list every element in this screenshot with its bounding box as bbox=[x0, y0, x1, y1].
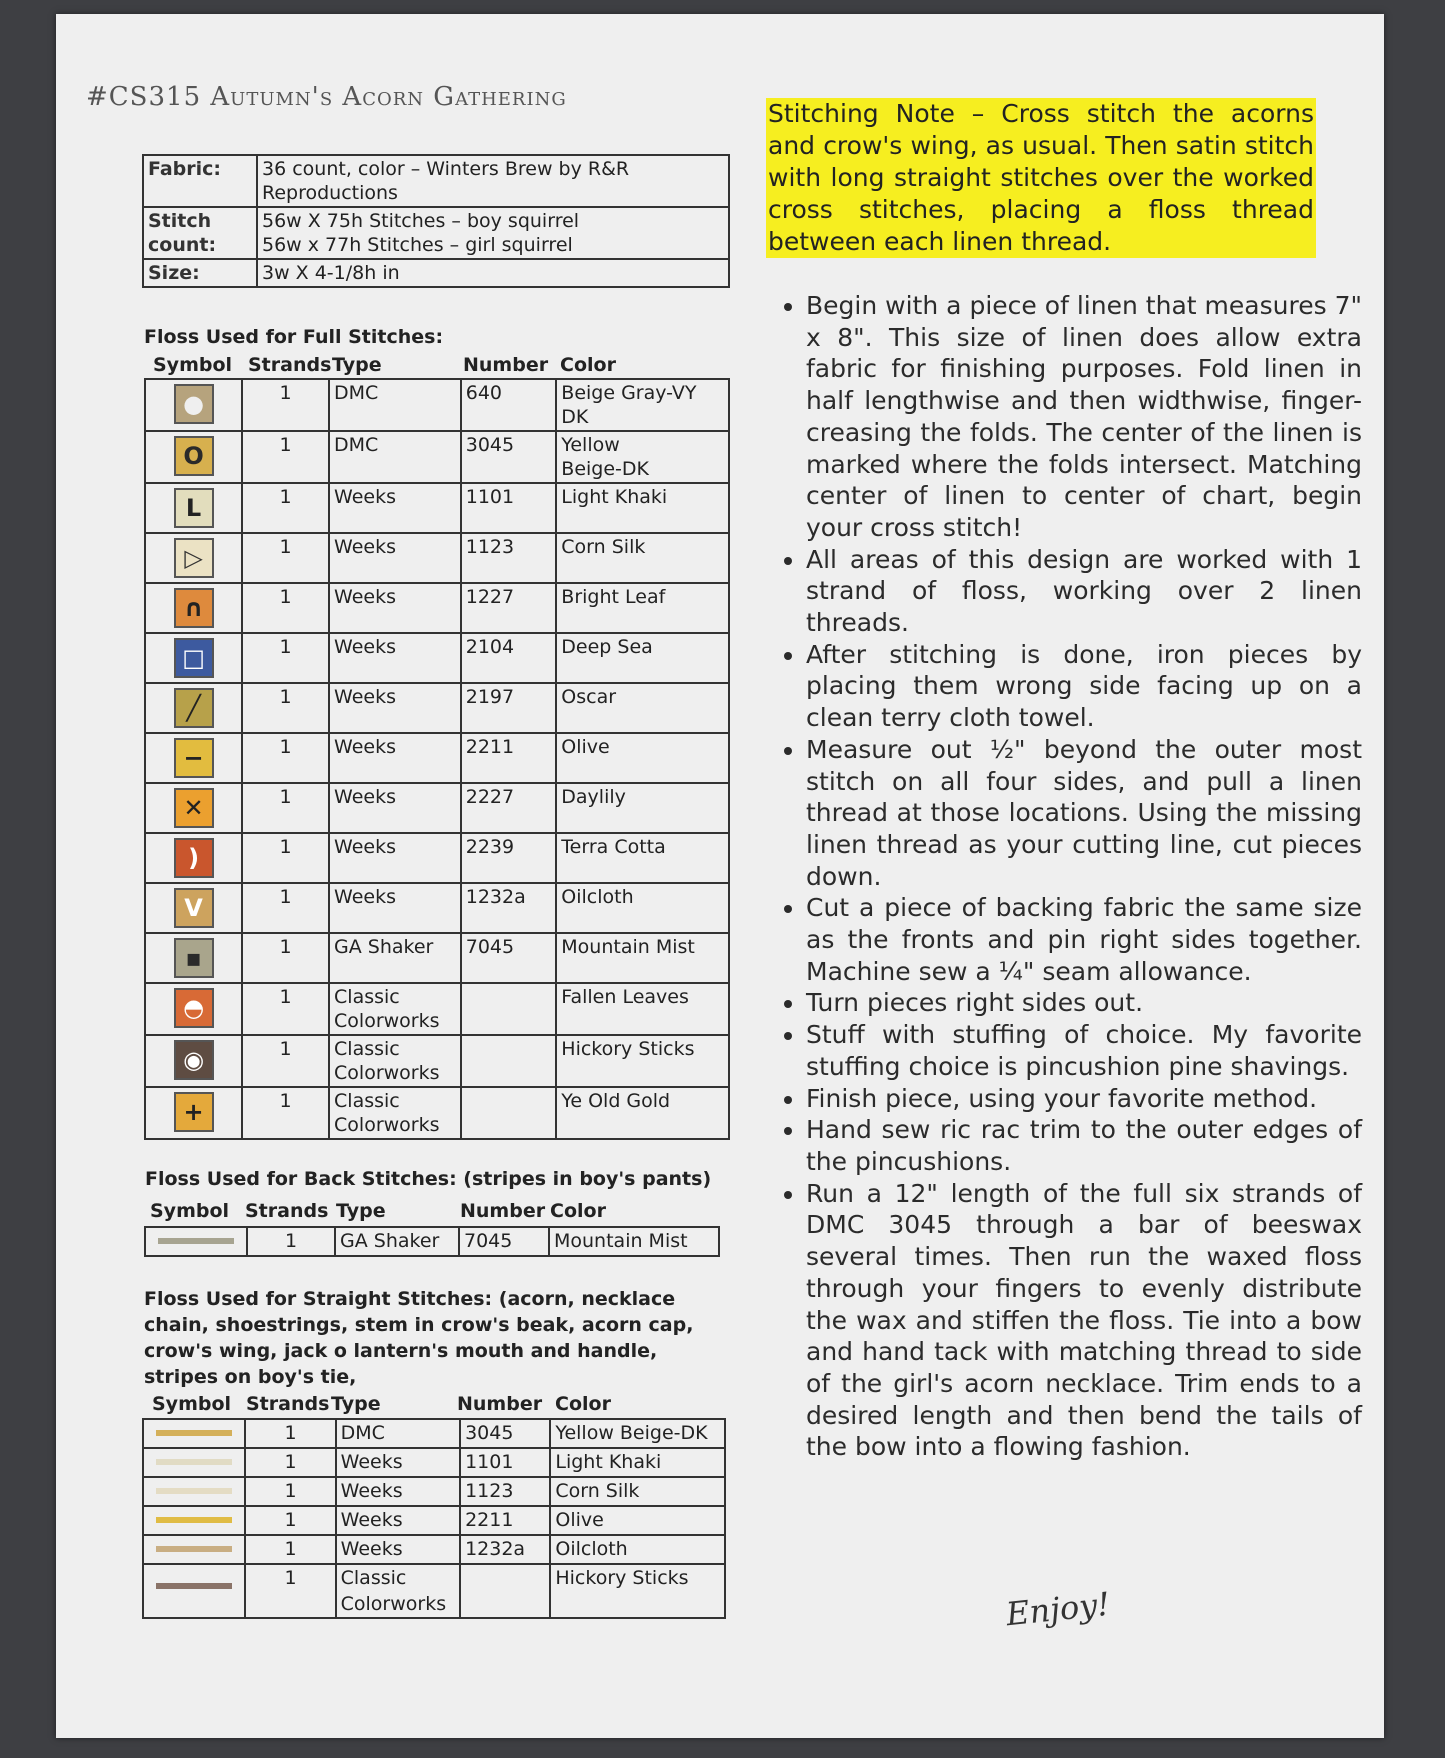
type-cell: GA Shaker bbox=[335, 1227, 459, 1256]
x-icon: ✕ bbox=[174, 788, 214, 828]
type-cell: Weeks bbox=[329, 583, 461, 633]
info-label: Fabric: bbox=[143, 155, 257, 207]
dash-icon: − bbox=[174, 738, 214, 778]
strands-cell: 1 bbox=[242, 379, 329, 431]
number-cell bbox=[461, 1035, 557, 1087]
closing-signature: Enjoy! bbox=[1004, 1584, 1112, 1634]
table-row bbox=[145, 833, 729, 883]
strands-cell: 1 bbox=[242, 1087, 329, 1139]
full-stitches-heading: Floss Used for Full Stitches: bbox=[144, 326, 444, 348]
back-stitches-header: Symbol Strands Type Number Color bbox=[150, 1200, 606, 1222]
number-cell: 7045 bbox=[461, 933, 557, 983]
triangle-right-icon: ▷ bbox=[174, 538, 214, 578]
type-cell: Classic Colorworks bbox=[329, 1087, 461, 1139]
color-cell: Yellow Beige-DK bbox=[556, 431, 729, 483]
strands-cell: 1 bbox=[245, 1535, 335, 1564]
color-cell: Yellow Beige-DK bbox=[550, 1419, 725, 1448]
symbol-cell bbox=[145, 933, 242, 983]
strands-cell: 1 bbox=[242, 733, 329, 783]
filled-circle-icon: ● bbox=[174, 384, 214, 424]
color-cell: Corn Silk bbox=[556, 533, 729, 583]
symbol-cell bbox=[145, 483, 242, 533]
half-circle-icon: ◓ bbox=[174, 988, 214, 1028]
info-label: Size: bbox=[143, 259, 257, 287]
number-cell: 1101 bbox=[461, 483, 557, 533]
list-item: • Turn pieces right sides out. bbox=[806, 987, 1362, 1019]
strands-cell: 1 bbox=[242, 833, 329, 883]
strands-cell: 1 bbox=[242, 883, 329, 933]
dot-icon: ▪ bbox=[174, 938, 214, 978]
letter-l-icon: L bbox=[174, 488, 214, 528]
symbol-cell bbox=[143, 1448, 245, 1477]
strands-cell: 1 bbox=[245, 1477, 335, 1506]
back-stitches-table bbox=[144, 1226, 720, 1257]
info-label: Stitch count: bbox=[143, 207, 257, 259]
symbol-cell bbox=[145, 533, 242, 583]
color-cell: Bright Leaf bbox=[556, 583, 729, 633]
straight-stitches-heading: Floss Used for Straight Stitches: (acorn, necklace chain, shoestrings, stem in crow's beak, acorn cap, crow's wing, jack o lantern's mouth and handle, stripes on boy's tie, bbox=[144, 1288, 694, 1388]
type-cell: DMC bbox=[336, 1419, 460, 1448]
table-row bbox=[145, 1227, 719, 1256]
number-cell: 640 bbox=[461, 379, 557, 431]
ring-icon: ◉ bbox=[174, 1040, 214, 1080]
stitch-line-icon bbox=[156, 1517, 232, 1523]
instructions-list bbox=[754, 290, 1362, 1463]
stitch-line-icon bbox=[158, 1238, 234, 1244]
table-row bbox=[145, 783, 729, 833]
number-cell: 1232a bbox=[460, 1535, 550, 1564]
straight-stitches-table bbox=[142, 1418, 726, 1619]
stitch-line-icon bbox=[156, 1583, 232, 1589]
color-cell: Corn Silk bbox=[550, 1477, 725, 1506]
list-item: • Begin with a piece of linen that measures 7" x 8". This size of linen does allow extra fabric for finishing purposes. Fold linen in half lengthwise and then widthwise, finger-creasing the folds. The center of the linen is marked where the folds intersect. Matching center of linen to center of chart, begin your cross stitch! bbox=[806, 290, 1362, 544]
strands-cell: 1 bbox=[242, 1035, 329, 1087]
table-row bbox=[145, 1035, 729, 1087]
strands-cell: 1 bbox=[242, 633, 329, 683]
list-item: • Finish piece, using your favorite method. bbox=[806, 1083, 1362, 1115]
symbol-cell bbox=[145, 633, 242, 683]
table-row bbox=[143, 259, 729, 287]
table-row bbox=[145, 533, 729, 583]
stitch-line-icon bbox=[156, 1430, 232, 1436]
type-cell: GA Shaker bbox=[329, 933, 461, 983]
info-value: 3w X 4-1/8h in bbox=[257, 259, 729, 287]
symbol-cell bbox=[145, 1227, 247, 1256]
table-row bbox=[145, 683, 729, 733]
type-cell: Classic Colorworks bbox=[329, 983, 461, 1035]
color-cell: Ye Old Gold bbox=[556, 1087, 729, 1139]
type-cell: Classic Colorworks bbox=[329, 1035, 461, 1087]
number-cell: 1227 bbox=[461, 583, 557, 633]
table-row bbox=[143, 1564, 725, 1618]
symbol-cell bbox=[145, 783, 242, 833]
type-cell: Weeks bbox=[336, 1477, 460, 1506]
list-item: • Measure out ½" beyond the outer most stitch on all four sides, and pull a linen thread at those locations. Using the missing linen thread as your cutting line, cut pieces down. bbox=[806, 734, 1362, 893]
table-row bbox=[145, 431, 729, 483]
list-item: • Run a 12" length of the full six strands of DMC 3045 through a bar of beeswax several times. Then run the waxed floss through your fingers to evenly distribute the wax and stiffen the floss. Tie into a bow and hand tack with matching thread to side of the girl's acorn necklace. Trim ends to a desired length and then bend the tails of the bow into a flowing fashion. bbox=[806, 1178, 1362, 1463]
color-cell: Hickory Sticks bbox=[550, 1564, 725, 1618]
straight-stitches-header: Symbol Strands Type Number Color bbox=[152, 1393, 611, 1415]
strands-cell: 1 bbox=[245, 1564, 335, 1618]
symbol-cell bbox=[145, 983, 242, 1035]
color-cell: Oscar bbox=[556, 683, 729, 733]
number-cell: 2104 bbox=[461, 633, 557, 683]
symbol-cell bbox=[143, 1535, 245, 1564]
table-row bbox=[145, 633, 729, 683]
table-row bbox=[143, 1477, 725, 1506]
number-cell: 7045 bbox=[459, 1227, 549, 1256]
type-cell: Weeks bbox=[336, 1535, 460, 1564]
type-cell: Weeks bbox=[329, 483, 461, 533]
color-cell: Terra Cotta bbox=[556, 833, 729, 883]
list-item: • After stitching is done, iron pieces by placing them wrong side facing up on a clean terry cloth towel. bbox=[806, 639, 1362, 734]
table-row bbox=[143, 155, 729, 207]
table-row bbox=[145, 379, 729, 431]
color-cell: Light Khaki bbox=[550, 1448, 725, 1477]
stitching-note: Stitching Note – Cross stitch the acorns and crow's wing, as usual. Then satin stitch with long straight stitches over the worked cross stitches, placing a floss thread between each linen thread. bbox=[768, 99, 1314, 256]
symbol-cell bbox=[145, 379, 242, 431]
number-cell bbox=[460, 1564, 550, 1618]
number-cell: 2227 bbox=[461, 783, 557, 833]
strands-cell: 1 bbox=[242, 983, 329, 1035]
parenthesis-icon: ) bbox=[174, 838, 214, 878]
strands-cell: 1 bbox=[245, 1419, 335, 1448]
number-cell: 2211 bbox=[461, 733, 557, 783]
type-cell: Weeks bbox=[329, 833, 461, 883]
color-cell: Deep Sea bbox=[556, 633, 729, 683]
color-cell: Oilcloth bbox=[556, 883, 729, 933]
back-stitches-heading: Floss Used for Back Stitches: (stripes in boy's pants) bbox=[145, 1168, 712, 1190]
symbol-cell bbox=[145, 1087, 242, 1139]
table-row bbox=[143, 1419, 725, 1448]
slash-icon: ╱ bbox=[174, 688, 214, 728]
symbol-cell bbox=[143, 1477, 245, 1506]
type-cell: DMC bbox=[329, 379, 461, 431]
color-cell: Mountain Mist bbox=[549, 1227, 719, 1256]
type-cell: Weeks bbox=[329, 683, 461, 733]
letter-v-icon: V bbox=[174, 888, 214, 928]
color-cell: Oilcloth bbox=[550, 1535, 725, 1564]
table-row bbox=[145, 933, 729, 983]
table-row bbox=[143, 207, 729, 259]
color-cell: Daylily bbox=[556, 783, 729, 833]
number-cell: 3045 bbox=[461, 431, 557, 483]
table-row bbox=[145, 483, 729, 533]
number-cell: 1101 bbox=[460, 1448, 550, 1477]
table-row bbox=[143, 1506, 725, 1535]
strands-cell: 1 bbox=[242, 533, 329, 583]
circle-icon: O bbox=[174, 436, 214, 476]
strands-cell: 1 bbox=[245, 1448, 335, 1477]
type-cell: Weeks bbox=[329, 533, 461, 583]
type-cell: Weeks bbox=[336, 1506, 460, 1535]
symbol-cell bbox=[143, 1419, 245, 1448]
full-stitches-table bbox=[144, 378, 730, 1140]
full-stitches-header: Symbol Strands Type Number Color bbox=[153, 354, 616, 376]
list-item: • Hand sew ric rac trim to the outer edges of the pincushions. bbox=[806, 1114, 1362, 1177]
number-cell: 1123 bbox=[461, 533, 557, 583]
color-cell: Olive bbox=[550, 1506, 725, 1535]
info-value: 36 count, color – Winters Brew by R&R Reproductions bbox=[257, 155, 729, 207]
symbol-cell bbox=[145, 683, 242, 733]
number-cell: 2197 bbox=[461, 683, 557, 733]
symbol-cell bbox=[145, 733, 242, 783]
strands-cell: 1 bbox=[242, 933, 329, 983]
stitch-line-icon bbox=[156, 1459, 232, 1465]
symbol-cell bbox=[145, 833, 242, 883]
type-cell: DMC bbox=[329, 431, 461, 483]
strands-cell: 1 bbox=[242, 683, 329, 733]
table-row bbox=[145, 583, 729, 633]
type-cell: Weeks bbox=[329, 733, 461, 783]
strands-cell: 1 bbox=[245, 1506, 335, 1535]
number-cell: 1123 bbox=[460, 1477, 550, 1506]
color-cell: Beige Gray-VY DK bbox=[556, 379, 729, 431]
table-row bbox=[145, 983, 729, 1035]
color-cell: Light Khaki bbox=[556, 483, 729, 533]
type-cell: Weeks bbox=[329, 883, 461, 933]
number-cell: 1232a bbox=[461, 883, 557, 933]
symbol-cell bbox=[145, 583, 242, 633]
table-row bbox=[145, 883, 729, 933]
symbol-cell bbox=[145, 431, 242, 483]
list-item: • Stuff with stuffing of choice. My favorite stuffing choice is pincushion pine shavings. bbox=[806, 1019, 1362, 1082]
fabric-info-table bbox=[142, 154, 730, 288]
list-item: • All areas of this design are worked with 1 strand of floss, working over 2 linen threads. bbox=[806, 544, 1362, 639]
table-row bbox=[143, 1448, 725, 1477]
arch-icon: ∩ bbox=[174, 588, 214, 628]
number-cell: 3045 bbox=[460, 1419, 550, 1448]
symbol-cell bbox=[145, 883, 242, 933]
type-cell: Weeks bbox=[329, 783, 461, 833]
list-item: • Cut a piece of backing fabric the same size as the fronts and pin right sides together. Machine sew a ¼" seam allowance. bbox=[806, 892, 1362, 987]
plus-icon: + bbox=[174, 1092, 214, 1132]
symbol-cell bbox=[143, 1506, 245, 1535]
table-row bbox=[143, 1535, 725, 1564]
square-icon: □ bbox=[174, 638, 214, 678]
symbol-cell bbox=[143, 1564, 245, 1618]
table-row bbox=[145, 1087, 729, 1139]
color-cell: Fallen Leaves bbox=[556, 983, 729, 1035]
type-cell: Weeks bbox=[336, 1448, 460, 1477]
type-cell: Weeks bbox=[329, 633, 461, 683]
stitch-line-icon bbox=[156, 1546, 232, 1552]
strands-cell: 1 bbox=[242, 583, 329, 633]
color-cell: Olive bbox=[556, 733, 729, 783]
strands-cell: 1 bbox=[242, 431, 329, 483]
number-cell: 2239 bbox=[461, 833, 557, 883]
number-cell: 2211 bbox=[460, 1506, 550, 1535]
symbol-cell bbox=[145, 1035, 242, 1087]
info-value: 56w X 75h Stitches – boy squirrel 56w x 77h Stitches – girl squirrel bbox=[257, 207, 729, 259]
strands-cell: 1 bbox=[247, 1227, 335, 1256]
strands-cell: 1 bbox=[242, 783, 329, 833]
page-title: #CS315 Autumn's Acorn Gathering bbox=[86, 82, 567, 112]
color-cell: Hickory Sticks bbox=[556, 1035, 729, 1087]
type-cell: Classic Colorworks bbox=[336, 1564, 460, 1618]
stitch-line-icon bbox=[156, 1488, 232, 1494]
strands-cell: 1 bbox=[242, 483, 329, 533]
table-row bbox=[145, 733, 729, 783]
number-cell bbox=[461, 1087, 557, 1139]
color-cell: Mountain Mist bbox=[556, 933, 729, 983]
number-cell bbox=[461, 983, 557, 1035]
